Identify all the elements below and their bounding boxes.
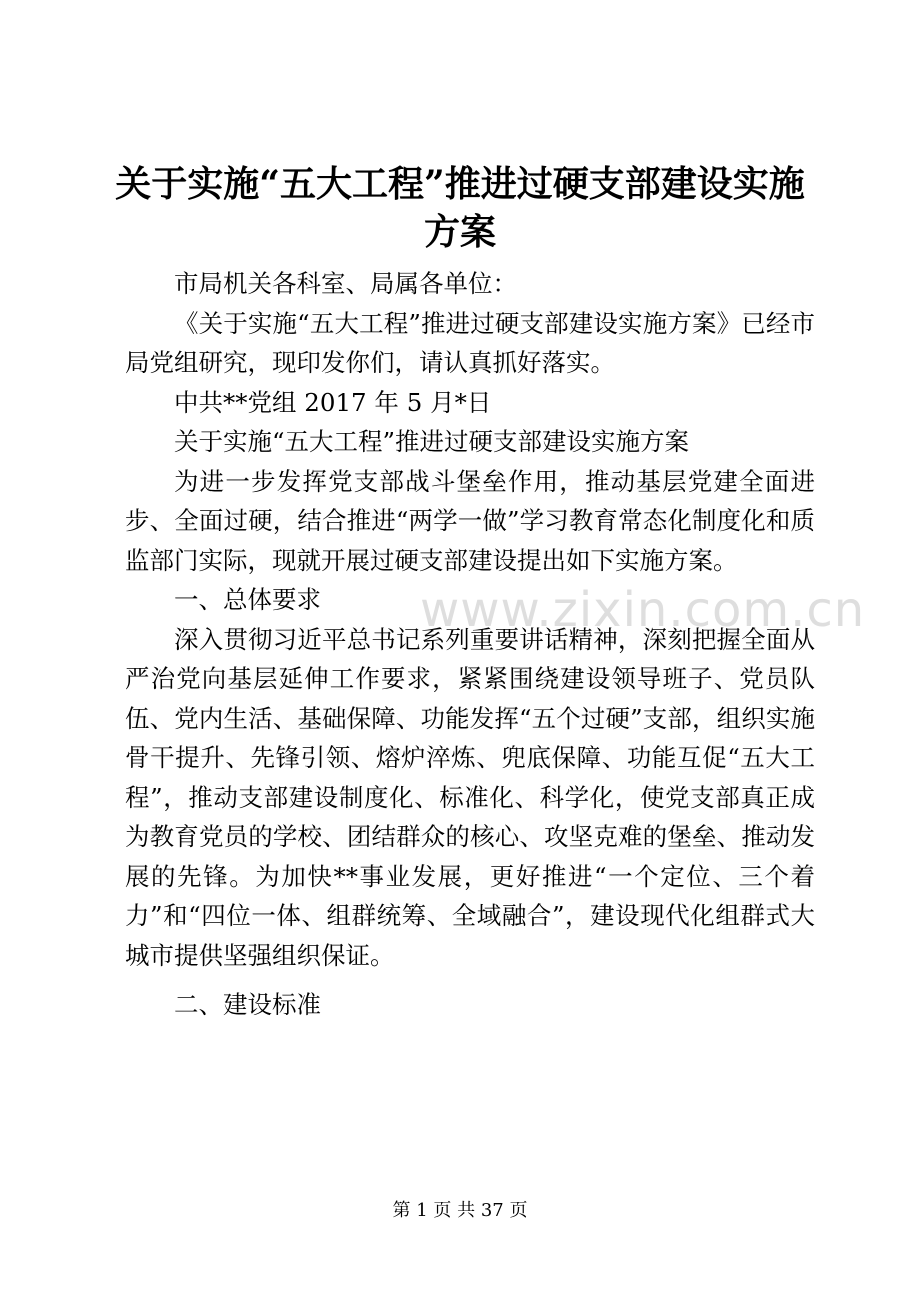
subtitle-paragraph: 关于实施“五大工程”推进过硬支部建设实施方案: [174, 427, 690, 456]
issuer-date: 中共**党组 2017 年 5 月*日: [174, 387, 492, 417]
watermark-text: www.zixin.com.cn: [420, 582, 866, 638]
page-footer: 第 1 页 共 37 页: [392, 1200, 528, 1221]
notice-paragraph: 《关于实施“五大工程”推进过硬支部建设实施方案》已经市局党组研究，现印发你们，请认真抓好落实。: [125, 308, 815, 377]
document-title: 关于实施“五大工程”推进过硬支部建设实施方案: [115, 163, 805, 253]
document-body: [125, 264, 815, 1025]
section-heading-2: 二、建设标准: [174, 990, 321, 1019]
intro-paragraph: 为进一步发挥党支部战斗堡垒作用，推动基层党建全面进步、全面过硬，结合推进“两学一做”学习教育常态化制度化和质监部门实际，现就开展过硬支部建设提出如下实施方案。: [125, 466, 815, 575]
salutation: 市局机关各科室、局属各单位：: [174, 269, 517, 298]
requirements-paragraph: 深入贯彻习近平总书记系列重要讲话精神，深刻把握全面从严治党向基层延伸工作要求，紧紧围绕建设领导班子、党员队伍、党内生活、基础保障、功能发挥“五个过硬”支部，组织实施骨干提升、先锋引领、熔炉淬炼、兜底保障、功能互促“五大工程”，推动支部建设制度化、标准化、科学化，使党支部真正成为教育党员的学校、团结群众的核心、攻坚克难的堡垒、推动发展的先锋。为加快**事业发展，更好推进“一个定位、三个着力”和“四位一体、组群统筹、全域融合”，建设现代化组群式大城市提供坚强组织保证。: [125, 624, 815, 970]
section-heading-1: 一、总体要求: [174, 585, 321, 614]
